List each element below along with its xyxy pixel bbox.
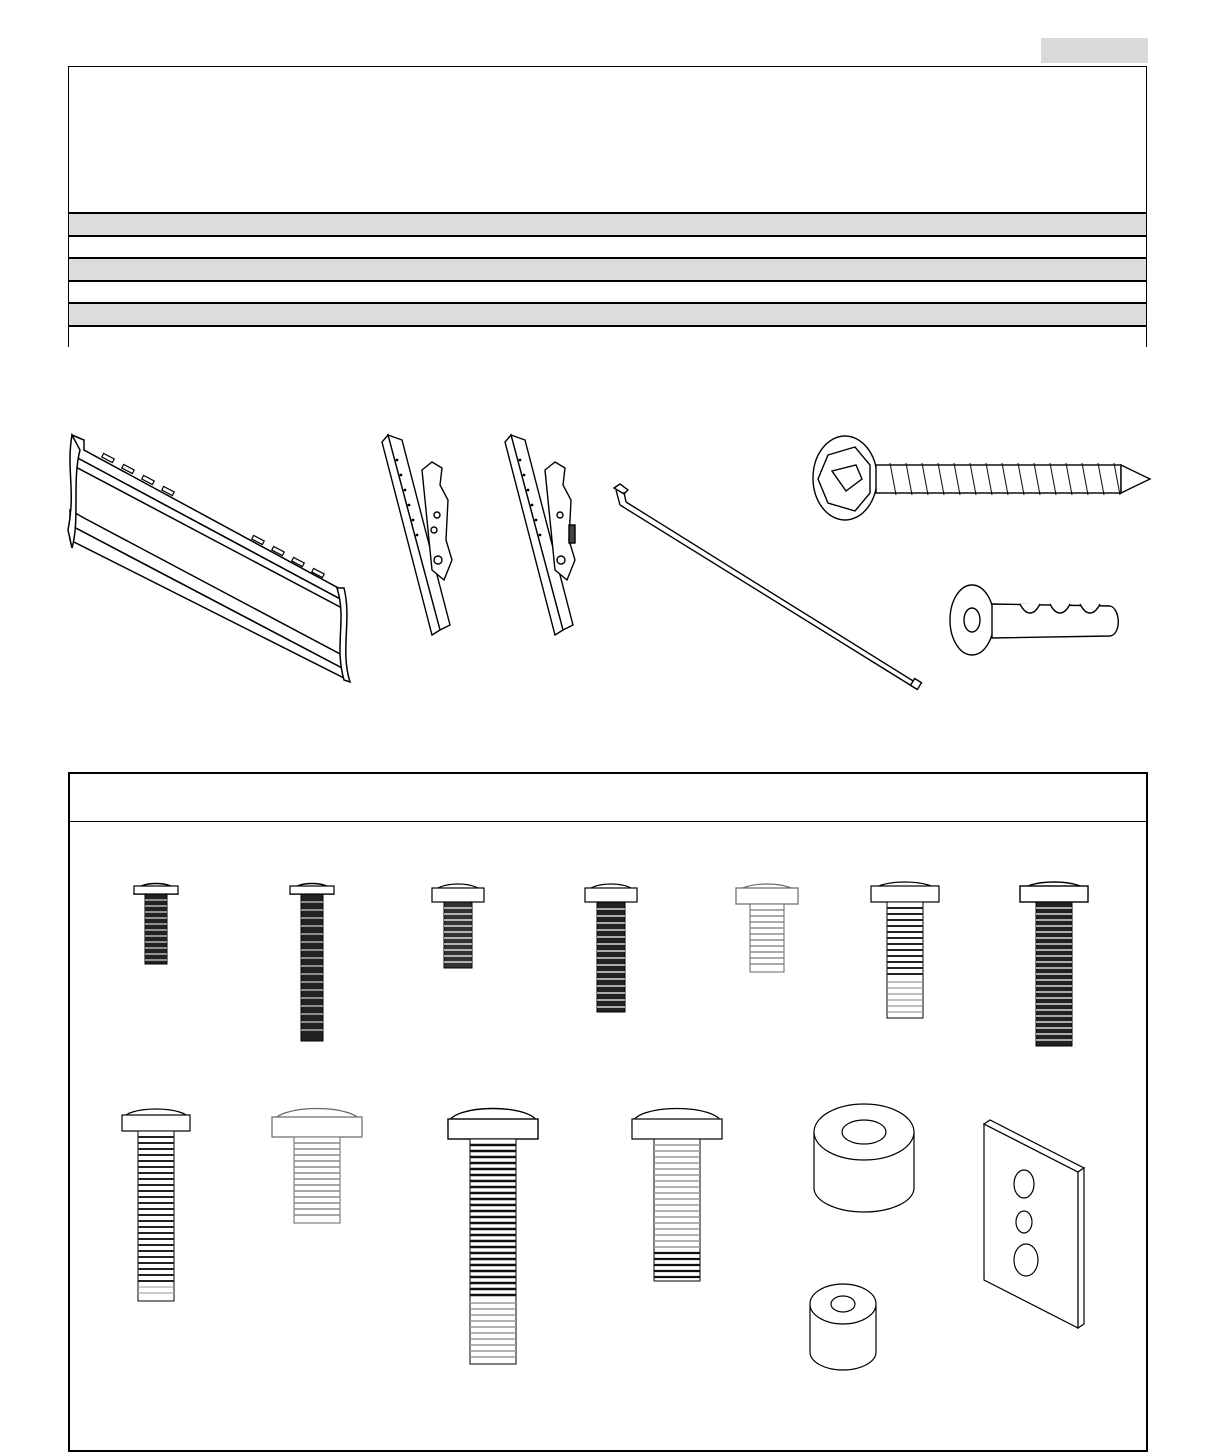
spec-band [69,257,1146,280]
left-bracket-icon [382,430,462,640]
parts-illustrations [0,380,1220,720]
spec-band [69,280,1146,302]
page-tab [1041,38,1148,63]
right-bracket-icon [505,430,585,640]
spec-band [69,235,1146,257]
specification-table [68,66,1147,347]
hardware-pack-box [68,772,1148,1452]
wall-plate-icon [62,430,362,690]
hardware-pack-header [70,774,1146,822]
spec-band [69,302,1146,325]
concrete-anchor-icon [948,582,1128,662]
spec-band [69,212,1146,235]
lag-bolt-icon [810,435,1155,530]
spec-band [69,325,1146,347]
